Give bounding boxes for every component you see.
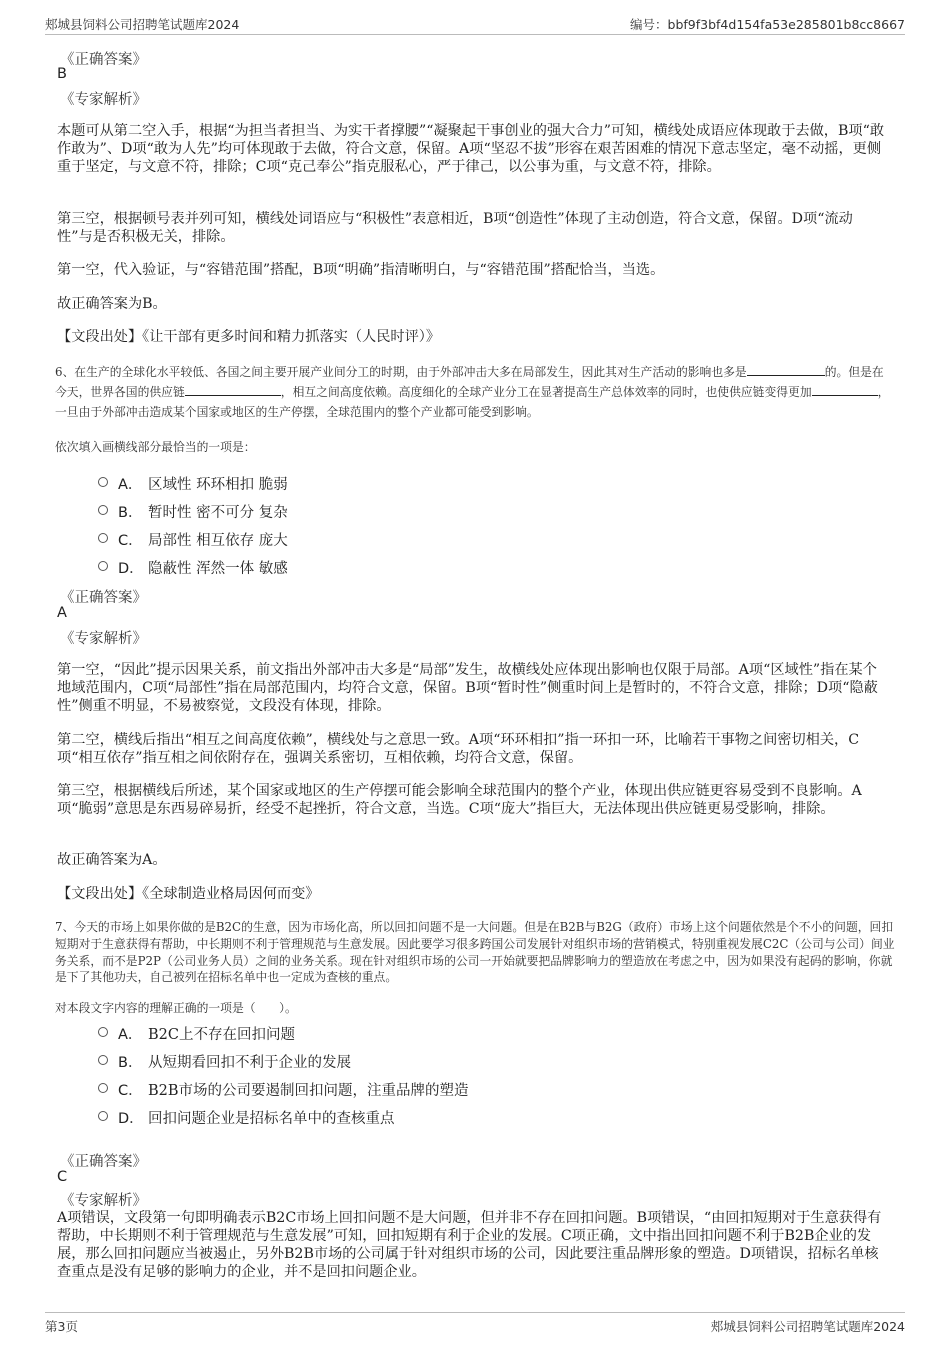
expert-analysis-label: 《专家解析》	[60, 631, 147, 647]
correct-answer-label: 《正确答案》	[60, 590, 147, 606]
q6-analysis-p3: 第三空，根据横线后所述，某个国家或地区的生产停摆可能会影响全球范围内的整个产业，体现出供应链更容易受到不良影响。A项“脆弱”意思是东西易碎易折，经受不起挫折，符合文意，当选。C项“庞大”指巨大，无法体现出供应链更易受影响，排除。	[57, 783, 862, 817]
q5-analysis-p2: 第三空，根据顿号表并列可知，横线处词语应与“积极性”表意相近，B项“创造性”体现了主动创造，符合文意，保留。D项“流动性”与是否积极无关，排除。	[57, 211, 853, 245]
q6-blank-2	[185, 382, 281, 396]
page-header	[45, 12, 905, 35]
footer-page-number: 第3页	[45, 1319, 78, 1334]
q6-source: 【文段出处】《全球制造业格局因何而变》	[57, 886, 320, 902]
radio-icon[interactable]	[98, 1027, 108, 1037]
q7-option-d[interactable]: D． 回扣问题企业是招标名单中的查核重点	[118, 1107, 395, 1128]
header-serial: 编号：bbf9f3bf4d154fa53e285801b8cc8667	[630, 17, 905, 32]
footer-title: 郏城县饲料公司招聘笔试题库2024	[710, 1319, 905, 1334]
q5-analysis-p4: 故正确答案为B。	[57, 296, 167, 312]
radio-icon[interactable]	[98, 1055, 108, 1065]
q7-option-b[interactable]: B． 从短期看回扣不利于企业的发展	[118, 1051, 351, 1072]
q6-prompt: 依次填入画横线部分最恰当的一项是：	[55, 440, 256, 454]
q6-option-b[interactable]: B． 暂时性 密不可分 复杂	[118, 501, 288, 522]
radio-icon[interactable]	[98, 477, 108, 487]
page-footer	[45, 1312, 905, 1337]
q6-blank-3	[812, 382, 878, 396]
q7-option-a[interactable]: A． B2C上不存在回扣问题	[118, 1023, 295, 1044]
q6-option-d[interactable]: D． 隐蔽性 浑然一体 敏感	[118, 557, 288, 578]
radio-icon[interactable]	[98, 1111, 108, 1121]
q7-stem: 7、今天的市场上如果你做的是B2C的生意，因为市场化高，所以回扣问题不是一大问题。但是在B2B与B2G（政府）市场上这个问题依然是个不小的问题，回扣短期对于生意获得有帮助，中长期则不利于管理规范与生意发展。因此要学习很多跨国公司发展针对组织市场的营销模式，特别重视发展C2C（公司与公司）间业务关系，而不是P2P（公司业务人员）之间的业务关系。现在针对组织市场的公司一开始就要把品牌影响力的塑造放在考虑之中，因为如果没有起码的影响，你就是下了其他功夫，自己被列在招标名单中也一定成为查核的重点。	[55, 920, 895, 985]
q6-analysis-p1: 第一空，“因此”提示因果关系，前文指出外部冲击大多是“局部”发生，故横线处应体现出影响也仅限于局部。A项“区域性”指在某个地域范围内，C项“局部性”指在局部范围内，均符合文意，保留。B项“暂时性”侧重时间上是暂时的，不符合文意，排除；D项“隐蔽性”侧重不明显，不易被察觉，文段没有体现，排除。	[57, 662, 878, 714]
radio-icon[interactable]	[98, 561, 108, 571]
q7-analysis: A项错误，文段第一句即明确表示B2C市场上回扣问题不是大问题，但并非不存在回扣问题。B项错误，“由回扣短期对于生意获得有帮助，中长期则不利于管理规范与生意发展”可知，回扣短期有利于企业的发展。C项正确，文中指出回扣问题不利于B2B企业的发展，那么回扣问题应当被遏止，另外B2B市场的公司属于针对组织市场的公司，因此要注重品牌形象的塑造。D项错误，招标名单核查重点是没有足够的影响力的企业，并不是回扣问题企业。	[57, 1210, 882, 1280]
correct-answer-label: 《正确答案》	[60, 52, 147, 68]
radio-icon[interactable]	[98, 533, 108, 543]
q7-option-c[interactable]: C． B2B市场的公司要遏制回扣问题，注重品牌的塑造	[118, 1079, 469, 1100]
q6-analysis-p2: 第二空，横线后指出“相互之间高度依赖”，横线处与之意思一致。A项“环环相扣”指一环扣一环，比喻若干事物之间密切相关，C项“相互依存”指互相之间依附存在，强调关系密切，互相依赖，均符合文意，保留。	[57, 732, 860, 766]
header-title: 郏城县饲料公司招聘笔试题库2024	[45, 17, 240, 32]
q7-prompt: 对本段文字内容的理解正确的一项是（ ）。	[55, 1001, 297, 1015]
radio-icon[interactable]	[98, 505, 108, 515]
q7-answer: C	[57, 1169, 68, 1185]
q6-option-a[interactable]: A． 区域性 环环相扣 脆弱	[118, 473, 288, 494]
q6-stem: 6、在生产的全球化水平较低、各国之间主要开展产业间分工的时期，由于外部冲击大多在局部发生，因此其对生产活动的影响也多是 的。但是在今天，世界各国的供应链 ，相互之间高度依赖。高度细化的全球产业分工在显著提高生产总体效率的同时，也使供应链变得更加 ，一旦由于外部冲击造成某个国家或地区的生产停摆，全球范围内的整个产业都可能受到影响。	[55, 362, 895, 422]
radio-icon[interactable]	[98, 1083, 108, 1093]
q6-analysis-p4: 故正确答案为A。	[57, 852, 167, 868]
q5-answer: B	[57, 66, 67, 82]
expert-analysis-label: 《专家解析》	[60, 1193, 147, 1209]
q5-analysis-p1: 本题可从第二空入手，根据“为担当者担当、为实干者撑腰”“凝聚起干事创业的强大合力”可知，横线处成语应体现敢于去做，B项“敢作敢为”、D项“敢为人先”均可体现敢于去做，符合文意，保留。A项“坚忍不拔”形容在艰苦困难的情况下意志坚定，毫不动摇，更侧重于坚定，与文意不符，排除；C项“克己奉公”指克服私心，严于律己，以公事为重，与文意不符，排除。	[57, 123, 885, 175]
q6-option-c[interactable]: C． 局部性 相互依存 庞大	[118, 529, 288, 550]
q6-blank-1	[747, 362, 825, 376]
correct-answer-label: 《正确答案》	[60, 1154, 147, 1170]
q6-answer: A	[57, 605, 67, 621]
q5-source: 【文段出处】《让干部有更多时间和精力抓落实（人民时评）》	[57, 329, 441, 345]
expert-analysis-label: 《专家解析》	[60, 92, 147, 108]
q5-analysis-p3: 第一空，代入验证，与“容错范围”搭配，B项“明确”指清晰明白，与“容错范围”搭配恰当，当选。	[57, 262, 665, 278]
